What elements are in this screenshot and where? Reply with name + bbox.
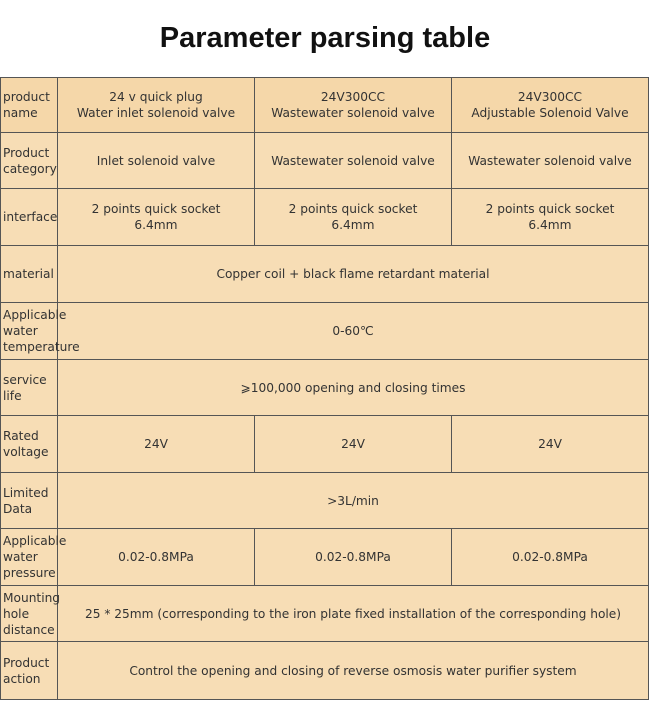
row-label-product-category (1, 133, 58, 189)
row-label-product-action (1, 642, 58, 700)
label-line: Mounting (3, 590, 61, 605)
label-line: life (3, 388, 22, 403)
row-service-life (1, 360, 649, 416)
cell-line: 24V300CC (320, 90, 386, 104)
label-line: Product (3, 145, 50, 160)
cell-rated-voltage-1: 24V (58, 416, 255, 473)
cell-line: 2 points quick socket (91, 202, 221, 216)
label-line: Applicable (3, 534, 67, 548)
cell-water-temperature: 0-60℃ (58, 303, 649, 360)
cell-water-pressure-3: 0.02-0.8MPa (452, 529, 649, 586)
label-line: Applicable (3, 308, 67, 322)
row-label-limited-data (1, 473, 58, 529)
cell-product-action: Control the opening and closing of reverse osmosis water purifier system (58, 642, 649, 700)
cell-line: 2 points quick socket (288, 202, 418, 216)
label-line: pressure (3, 566, 56, 580)
cell-line: 6.4mm (134, 218, 178, 232)
label-line: product (3, 90, 50, 104)
label-line: interface (3, 210, 58, 224)
label-line: voltage (3, 445, 49, 459)
cell-rated-voltage-2: 24V (255, 416, 452, 473)
cell-line: 24V300CC (517, 90, 583, 104)
cell-product-name-3 (452, 78, 649, 133)
row-rated-voltage (1, 416, 649, 473)
cell-water-pressure-2: 0.02-0.8MPa (255, 529, 452, 586)
row-label-service-life (1, 360, 58, 416)
cell-line: Adjustable Solenoid Valve (471, 106, 629, 120)
cell-material: Copper coil + black flame retardant material (58, 246, 649, 303)
label-line: action (3, 671, 41, 686)
label-line: name (3, 106, 38, 120)
row-label-water-pressure (1, 529, 67, 586)
cell-line: 6.4mm (331, 218, 375, 232)
label-line: hole (3, 606, 30, 621)
row-product-action (1, 642, 649, 700)
cell-rated-voltage-3: 24V (452, 416, 649, 473)
row-interface (1, 189, 649, 246)
label-line: material (3, 267, 54, 281)
cell-line: 6.4mm (528, 218, 572, 232)
row-label-material (1, 246, 58, 303)
row-limited-data (1, 473, 649, 529)
row-water-pressure (1, 529, 649, 586)
row-water-temperature (1, 303, 649, 360)
cell-product-category-1: Inlet solenoid valve (58, 133, 255, 189)
cell-interface-2 (255, 189, 452, 246)
label-line: service (3, 372, 47, 387)
cell-line: 24 v quick plug (109, 90, 203, 104)
page-title: Parameter parsing table (159, 22, 491, 54)
cell-line: Water inlet solenoid valve (76, 106, 236, 120)
row-label-rated-voltage (1, 416, 58, 473)
label-line: distance (3, 622, 55, 637)
row-mounting-hole (1, 586, 649, 642)
row-label-interface (1, 189, 58, 246)
cell-product-name-1 (58, 78, 255, 133)
label-line: Data (3, 501, 33, 516)
cell-product-name-2 (255, 78, 452, 133)
label-line: category (3, 161, 57, 176)
label-line: water (3, 324, 38, 338)
label-line: Limited (3, 485, 49, 500)
cell-service-life: ⩾100,000 opening and closing times (58, 360, 649, 416)
cell-interface-3 (452, 189, 649, 246)
label-line: Rated (3, 429, 39, 443)
cell-water-pressure-1: 0.02-0.8MPa (58, 529, 255, 586)
cell-product-category-2: Wastewater solenoid valve (255, 133, 452, 189)
label-line: temperature (3, 340, 80, 354)
parameter-table (0, 77, 649, 700)
row-product-category (1, 133, 649, 189)
label-line: water (3, 550, 38, 564)
row-label-product-name (1, 78, 58, 133)
row-material (1, 246, 649, 303)
cell-product-category-3: Wastewater solenoid valve (452, 133, 649, 189)
row-label-mounting-hole (1, 586, 61, 642)
cell-line: 2 points quick socket (485, 202, 615, 216)
cell-interface-1 (58, 189, 255, 246)
cell-mounting-hole: 25 * 25mm (corresponding to the iron plate fixed installation of the corresponding hole) (58, 586, 649, 642)
cell-line: Wastewater solenoid valve (271, 106, 435, 120)
row-product-name (1, 78, 649, 133)
label-line: Product (3, 655, 50, 670)
cell-limited-data: >3L/min (58, 473, 649, 529)
row-label-water-temperature (1, 303, 80, 360)
